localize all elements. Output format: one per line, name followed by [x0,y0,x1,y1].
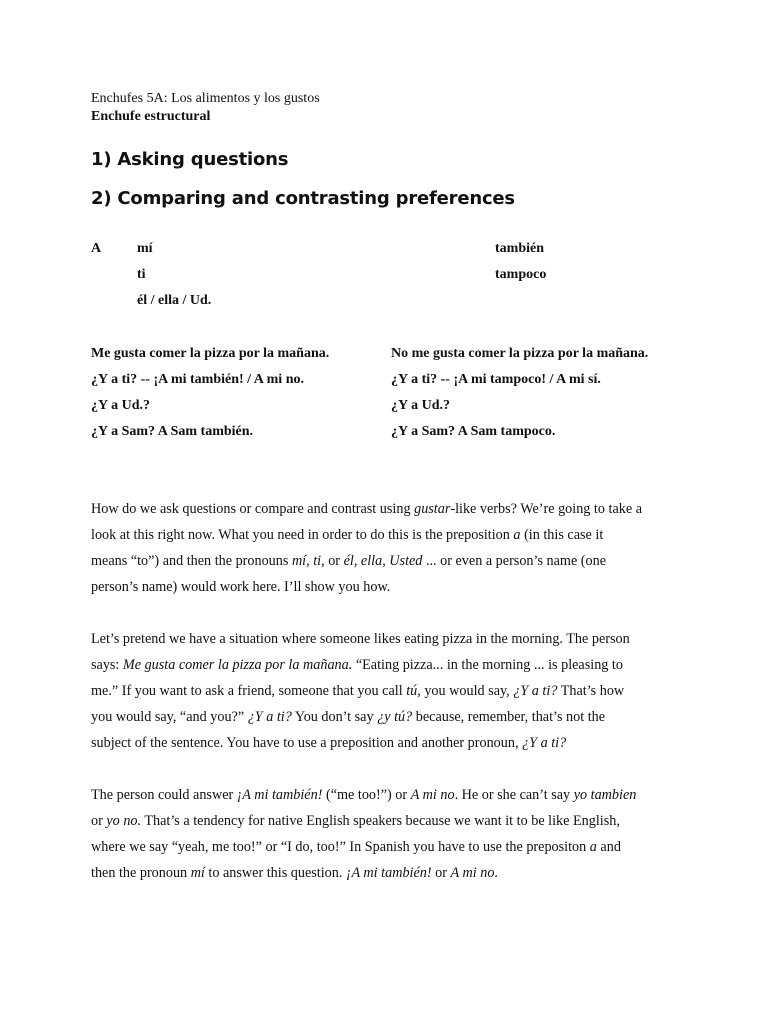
example-right: No me gusta comer la pizza por la mañana. [391,346,649,361]
paragraph-pizza-example: Let’s pretend we have a situation where someone likes eating pizza in the morning. The person says: Me gusta comer la pizza por la mañana. “Eating pizza... in the morning ... is pleasing to me.” If you want to ask a friend, someone that you call tú, you would say, ¿Y a ti? That’s how you would say, “and you?” ¿Y a ti? You don’t say ¿y tú? because, remember, that’s not the subject of the sentence. You have to use a preposition and another pronoun, ¿Y a ti? [91,631,630,751]
table-response: también [495,241,544,256]
example-right: ¿Y a Sam? A Sam tampoco. [391,424,556,439]
paragraph-intro: How do we ask questions or compare and contrast using gustar-like verbs? We’re going to take a look at this right now. What you need in order to do this is the preposition a (in this case it means “to”) and then the pronouns mí, ti, or él, ella, Usted ... or even a person’s name (one person’s name) would work here. I’ll show you how. [91,501,642,595]
example-right: ¿Y a ti? -- ¡A mi tampoco! / A mi sí. [391,372,601,387]
table-pronoun: él / ella / Ud. [137,293,212,308]
table-pronoun: ti [137,267,146,282]
example-left: ¿Y a Ud.? [91,398,150,413]
paragraph-answers: The person could answer ¡A mi también! (“me too!”) or A mi no. He or she can’t say yo tambien or yo no. That’s a tendency for native English speakers because we want it to be like English, where we say “yeah, me too!” or “I do, too!” In Spanish you have to use the prepositon a and then the pronoun mí to answer this question. ¡A mi también! or A mi no. [91,787,637,881]
table-pronoun: mí [137,241,153,256]
table-preposition: A [91,241,102,256]
example-left: ¿Y a Sam? A Sam también. [91,424,254,439]
example-left: Me gusta comer la pizza por la mañana. [91,346,330,361]
document-title: Enchufes 5A: Los alimentos y los gustos [91,91,320,106]
example-right: ¿Y a Ud.? [391,398,450,413]
table-response: tampoco [495,267,547,282]
heading-comparing-preferences: 2) Comparing and contrasting preferences [91,188,515,209]
heading-asking-questions: 1) Asking questions [91,149,289,170]
document-subtitle: Enchufe estructural [91,109,211,124]
example-left: ¿Y a ti? -- ¡A mi también! / A mi no. [91,372,304,387]
